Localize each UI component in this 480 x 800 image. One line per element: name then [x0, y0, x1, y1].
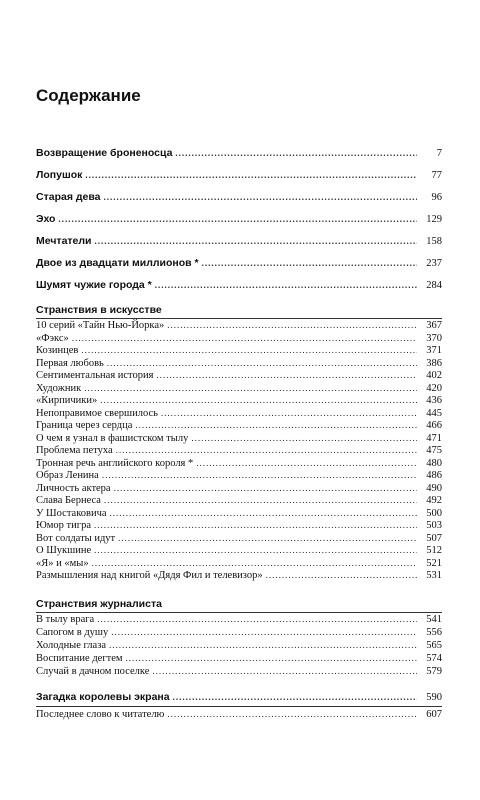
leader-dots	[97, 613, 417, 626]
toc-entry-label: Эхо	[36, 213, 56, 225]
toc-entry-label: Граница через сердца	[36, 420, 133, 431]
toc-entry-label: Первая любовь	[36, 357, 104, 369]
toc-entry-page: 503	[426, 520, 442, 531]
leader-dots	[111, 626, 417, 639]
toc-entry	[36, 652, 442, 665]
leader-dots	[85, 168, 417, 182]
toc-entry-page: 486	[426, 470, 442, 481]
toc-entry	[36, 569, 442, 582]
toc-entry-label: Сапогом в душу	[36, 627, 109, 638]
toc-entry-label: Образ Ленина	[36, 470, 99, 481]
toc-entry-label: О Шукшине	[36, 545, 92, 556]
page-title: Содержание	[36, 86, 141, 105]
leader-dots	[72, 332, 417, 345]
leader-dots	[175, 146, 417, 160]
toc-entry	[36, 382, 442, 395]
toc-entry-label: Юмор тигра	[36, 520, 91, 531]
toc-entry	[36, 482, 442, 495]
leader-dots	[161, 407, 417, 420]
toc-entry-page: 386	[426, 357, 442, 369]
toc-entry-label: Холодные глаза	[36, 640, 107, 651]
leader-dots	[81, 344, 417, 357]
toc-entry-page: 471	[426, 432, 442, 444]
toc-entry-label: Козинцев	[36, 345, 79, 356]
toc-entry-page: 490	[426, 482, 442, 494]
toc-entry	[36, 256, 442, 270]
toc-entry-label: 10 серий «Тайн Нью-Йорка»	[36, 320, 165, 331]
toc-entry	[36, 146, 442, 160]
toc-entry-label: Возвращение броненосца	[36, 147, 173, 159]
leader-dots	[116, 444, 417, 457]
toc-entry-page: 556	[426, 627, 442, 638]
toc-entry-page: 507	[426, 532, 442, 544]
toc-entry	[36, 234, 442, 248]
leader-dots	[100, 394, 417, 407]
toc-entry-label: Мечтатели	[36, 235, 92, 247]
toc-entry-label: Вот солдаты идут	[36, 532, 116, 544]
leader-dots	[114, 482, 417, 495]
toc-entry-label: Сентиментальная история	[36, 370, 154, 381]
toc-entry-page: 492	[426, 495, 442, 506]
toc-entry-label: В тылу врага	[36, 614, 95, 625]
toc-entry-label: Художник	[36, 382, 82, 394]
toc-entry	[36, 639, 442, 652]
toc-entry	[36, 519, 442, 532]
leader-dots	[173, 690, 417, 704]
toc-entry-page: 607	[426, 709, 442, 720]
toc-entry-label: О чем я узнал в фашистском тылу	[36, 432, 189, 444]
leader-dots	[152, 665, 417, 678]
toc-entry-page: 500	[426, 507, 442, 519]
toc-entry-page: 565	[426, 640, 442, 651]
toc-entry-page: 129	[426, 214, 442, 225]
toc-entry-page: 541	[426, 614, 442, 625]
leader-dots	[104, 190, 417, 204]
toc-entry-page: 574	[426, 653, 442, 664]
toc-entry-label: Размышления над книгой «Дядя Фил и телевизор»	[36, 570, 263, 581]
leader-dots	[109, 639, 417, 652]
toc-entry-page: 480	[426, 457, 442, 469]
toc-entry	[36, 469, 442, 482]
toc-entry	[36, 212, 442, 226]
toc-entry-page: 420	[426, 382, 442, 394]
toc-entry-label: Загадка королевы экрана	[36, 691, 170, 703]
toc-entry-label: Последнее слово к читателю	[36, 709, 165, 720]
toc-entry-label: Воспитание дегтем	[36, 653, 123, 664]
toc-entry	[36, 665, 442, 678]
leader-dots	[135, 419, 417, 432]
toc-entry	[36, 557, 442, 570]
toc-entry-page: 77	[431, 170, 442, 181]
toc-entry	[36, 432, 442, 445]
toc-entry-page: 367	[426, 320, 442, 331]
toc-entry	[36, 190, 442, 204]
leader-dots	[95, 234, 417, 248]
toc-entry-page: 579	[426, 666, 442, 677]
leader-dots	[102, 469, 417, 482]
toc-entry-page: 445	[426, 407, 442, 419]
leader-dots	[107, 357, 417, 370]
toc-entry-label: У Шостаковича	[36, 507, 107, 519]
toc-entry-page: 7	[436, 148, 442, 159]
toc-entry	[36, 613, 442, 626]
toc-entry-page: 590	[426, 692, 442, 703]
toc-entry	[36, 278, 442, 292]
toc-entry-label: Проблема петуха	[36, 445, 113, 456]
toc-entry-label: Тронная речь английского короля *	[36, 457, 194, 469]
toc-entry	[36, 444, 442, 457]
toc-entry	[36, 168, 442, 182]
toc-entry-label: «Я» и «мы»	[36, 557, 89, 569]
toc-entry-label: «Фэкс»	[36, 332, 69, 344]
leader-dots	[167, 708, 417, 721]
toc-entry-page: 284	[426, 280, 442, 291]
leader-dots	[155, 278, 417, 292]
toc-entry-label: Случай в дачном поселке	[36, 666, 150, 677]
toc-entry-page: 531	[426, 570, 442, 581]
toc-entry-page: 237	[426, 258, 442, 269]
toc-entry	[36, 394, 442, 407]
toc-entry	[36, 507, 442, 520]
leader-dots	[118, 532, 417, 545]
toc-entry	[36, 419, 442, 432]
toc-entry-label: Непоправимое свершилось	[36, 407, 158, 419]
toc-entry-page: 512	[426, 545, 442, 556]
toc-entry	[36, 369, 442, 382]
toc-entry-page: 521	[426, 557, 442, 569]
toc-entry-label: Шумят чужие города *	[36, 279, 152, 291]
toc-entry	[36, 494, 442, 507]
toc-entry-page: 402	[426, 370, 442, 381]
toc-entry	[36, 626, 442, 639]
section-heading: Странствия журналиста	[36, 598, 162, 610]
section-rule	[36, 706, 442, 707]
toc-entry	[36, 708, 442, 721]
toc-entry-page: 96	[431, 192, 442, 203]
toc-entry-page: 436	[426, 395, 442, 406]
toc-entry-label: Лопушок	[36, 169, 83, 181]
leader-dots	[191, 432, 417, 445]
leader-dots	[92, 557, 417, 570]
leader-dots	[202, 256, 417, 270]
leader-dots	[58, 212, 417, 226]
toc-entry	[36, 407, 442, 420]
toc-entry	[36, 319, 442, 332]
toc-entry-label: Двое из двадцати миллионов *	[36, 257, 199, 269]
leader-dots	[94, 544, 417, 557]
toc-entry	[36, 332, 442, 345]
toc-entry-page: 158	[426, 236, 442, 247]
leader-dots	[126, 652, 417, 665]
leader-dots	[84, 382, 417, 395]
toc-entry-page: 370	[426, 332, 442, 344]
leader-dots	[196, 457, 417, 470]
toc-entry-label: Личность актера	[36, 482, 111, 494]
toc-entry-label: Старая дева	[36, 191, 101, 203]
section-heading: Странствия в искусстве	[36, 304, 162, 316]
toc-entry	[36, 544, 442, 557]
toc-entry-page: 475	[426, 445, 442, 456]
leader-dots	[156, 369, 417, 382]
toc-entry-page: 466	[426, 420, 442, 431]
leader-dots	[94, 519, 417, 532]
leader-dots	[167, 319, 417, 332]
toc-entry-label: «Кирпичики»	[36, 395, 98, 406]
toc-entry	[36, 690, 442, 704]
toc-entry	[36, 532, 442, 545]
leader-dots	[266, 569, 417, 582]
toc-entry	[36, 457, 442, 470]
toc-entry-label: Слава Бернеса	[36, 495, 101, 506]
toc-entry-page: 371	[426, 345, 442, 356]
toc-entry	[36, 344, 442, 357]
leader-dots	[110, 507, 417, 520]
leader-dots	[104, 494, 417, 507]
toc-entry	[36, 357, 442, 370]
